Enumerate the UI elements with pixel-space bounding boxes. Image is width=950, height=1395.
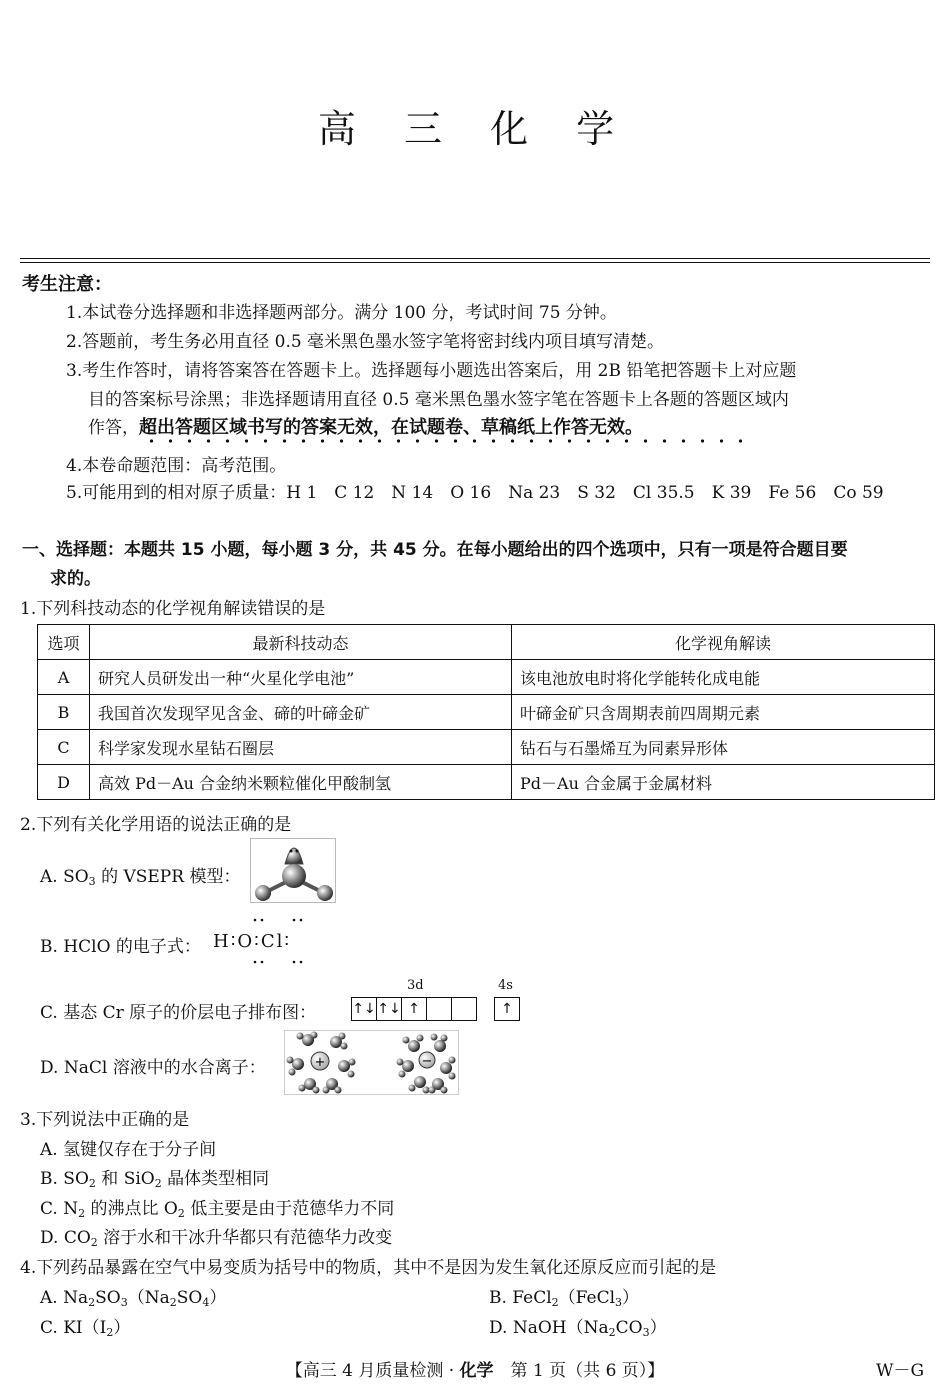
- emphasis-dots: [142, 438, 742, 444]
- option-text: 和 SiO: [95, 1169, 155, 1189]
- table-row: [38, 730, 935, 765]
- option-3b: [40, 1164, 269, 1190]
- table-cell: 叶碲金矿只含周期表前四周期元素: [512, 695, 935, 730]
- table-header: 选项: [38, 625, 90, 660]
- table-cell: 该电池放电时将化学能转化成电能: [512, 660, 935, 695]
- notice-item: 2.答题前，考生务必用直径 0.5 毫米黑色墨水签字笔将密封线内项目填写清楚。: [66, 332, 665, 352]
- table-header: 化学视角解读: [512, 625, 935, 660]
- subscript: 2: [78, 1207, 86, 1220]
- option-text: 的沸点比 O: [85, 1199, 178, 1219]
- question-1-stem: 1.下列科技动态的化学视角解读错误的是: [20, 599, 326, 619]
- divider-line: [20, 258, 930, 259]
- option-4b: [489, 1283, 639, 1309]
- footer-subject: 化学: [459, 1361, 494, 1381]
- hydrated-ions-image: [284, 1030, 460, 1096]
- subscript: 2: [88, 1177, 96, 1190]
- notice-emphasis: 超出答题区域书写的答案无效，在试题卷、草稿纸上作答无效。: [139, 417, 643, 438]
- section-heading: 一、选择题：本题共 15 小题，每小题 3 分，共 45 分。在每小题给出的四个选项中，只有一项是符合题目要: [22, 540, 848, 560]
- label-3d: 3d: [407, 978, 424, 993]
- subscript: 3: [642, 1326, 650, 1339]
- option-text: SO: [176, 1288, 203, 1308]
- svg-text:−: −: [421, 1054, 433, 1069]
- orbital-box: ↑↓: [376, 997, 402, 1021]
- notice-text: 作答，: [88, 418, 139, 438]
- table-cell: D: [38, 765, 90, 800]
- table-cell: 高效 Pd－Au 合金纳米颗粒催化甲酸制氢: [90, 765, 512, 800]
- table-cell: 我国首次发现罕见含金、碲的叶碲金矿: [90, 695, 512, 730]
- electron-formula: H∶O∶Cl∶: [213, 931, 292, 952]
- notice-item: 3.考生作答时，请将答案答在答题卡上。选择题每小题选出答案后，用 2B 铅笔把答题卡上对应题: [66, 361, 797, 381]
- page-title: 高 三 化 学: [317, 107, 633, 151]
- label-4s: 4s: [498, 978, 513, 993]
- option-text: B. FeCl: [489, 1288, 552, 1308]
- option-text: （Na: [127, 1288, 170, 1308]
- question-4-stem: 4.下列药品暴露在空气中易变质为括号中的物质，其中不是因为发生氧化还原反应而引起的是: [20, 1258, 717, 1278]
- subscript: 3: [88, 875, 96, 888]
- option-text: SO: [95, 1288, 121, 1308]
- subscript: 2: [551, 1296, 559, 1309]
- subscript: 2: [169, 1296, 177, 1309]
- notice-item: 4.本卷命题范围：高考范围。: [66, 456, 287, 476]
- option-text: C. KI（I: [40, 1318, 107, 1338]
- table-header: 最新科技动态: [90, 625, 512, 660]
- option-text: 溶于水和干冰升华都只有范德华力改变: [97, 1228, 393, 1248]
- page-footer: [0, 1356, 950, 1381]
- footer-page-number: 第 1 页（共 6 页）】: [493, 1361, 665, 1381]
- option-2d: D. NaCl 溶液中的水合离子：: [40, 1058, 266, 1078]
- orbital-box: ↑: [494, 997, 520, 1021]
- option-2b: B. HClO 的电子式：: [40, 937, 201, 957]
- subscript: 2: [608, 1326, 616, 1339]
- table-cell: 研究人员研发出一种“火星化学电池”: [90, 660, 512, 695]
- subscript: 2: [177, 1207, 185, 1220]
- notice-item: 1.本试卷分选择题和非选择题两部分。满分 100 分，考试时间 75 分钟。: [66, 303, 617, 323]
- footer-text: 【高三 4 月质量检测 ·: [285, 1361, 460, 1381]
- subscript: 3: [120, 1296, 128, 1309]
- table-row: [38, 695, 935, 730]
- option-2c: C. 基态 Cr 原子的价层电子排布图：: [40, 1003, 317, 1023]
- option-text: CO: [615, 1318, 643, 1338]
- option-3a: A. 氢键仅存在于分子间: [40, 1140, 217, 1160]
- option-text: D. CO: [40, 1228, 91, 1248]
- option-text: ）: [622, 1288, 640, 1308]
- orbital-box: [451, 997, 477, 1021]
- option-text: ）: [649, 1318, 667, 1338]
- footer-code: W－G: [876, 1361, 925, 1381]
- question-1-table: [37, 624, 935, 800]
- notice-item: [88, 413, 643, 439]
- vsepr-model-image: [250, 838, 338, 904]
- table-cell: 科学家发现水星钻石圈层: [90, 730, 512, 765]
- section-heading-cont: 求的。: [50, 569, 101, 589]
- notice-item: 目的答案标号涂黑；非选择题请用直径 0.5 毫米黑色墨水签字笔在答题卡上各题的答题区域内: [88, 390, 789, 410]
- question-2-stem: 2.下列有关化学用语的说法正确的是: [20, 815, 292, 835]
- divider-line: [20, 262, 930, 263]
- option-text: C. N: [40, 1199, 79, 1219]
- table-cell: 钻石与石墨烯互为同素异形体: [512, 730, 935, 765]
- orbital-box: [426, 997, 452, 1021]
- orbital-box: ↑↓: [351, 997, 377, 1021]
- subscript: 2: [90, 1236, 98, 1249]
- question-3-stem: 3.下列说法中正确的是: [20, 1110, 190, 1130]
- option-text: ）: [209, 1288, 227, 1308]
- option-text: D. NaOH（Na: [489, 1318, 609, 1338]
- option-text: （FeCl: [558, 1288, 616, 1308]
- option-text: A. SO: [40, 867, 89, 887]
- table-row: [38, 660, 935, 695]
- option-text: 的 VSEPR 模型：: [95, 867, 241, 887]
- table-cell: Pd－Au 合金属于金属材料: [512, 765, 935, 800]
- table-cell: A: [38, 660, 90, 695]
- option-4d: [489, 1313, 667, 1339]
- table-cell: C: [38, 730, 90, 765]
- table-row: [38, 765, 935, 800]
- orbital-box: ↑: [401, 997, 427, 1021]
- subscript: 2: [154, 1177, 162, 1190]
- option-text: A. Na: [40, 1288, 89, 1308]
- table-header-row: [38, 625, 935, 660]
- notice-item: 5.可能用到的相对原子质量：H 1 C 12 N 14 O 16 Na 23 S 32 Cl 35.5 K 39 Fe 56 Co 59: [66, 483, 884, 503]
- option-text: 低主要是由于范德华力不同: [184, 1199, 395, 1219]
- option-text: ）: [113, 1318, 131, 1338]
- lone-pair-dots: [250, 916, 330, 966]
- option-2a: [40, 862, 240, 888]
- option-3c: [40, 1194, 394, 1220]
- option-4a: [40, 1283, 226, 1309]
- option-text: 晶体类型相同: [161, 1169, 270, 1189]
- subscript: 2: [106, 1326, 114, 1339]
- notice-heading: 考生注意：: [22, 274, 112, 295]
- option-4c: [40, 1313, 130, 1339]
- svg-text:+: +: [314, 1055, 326, 1070]
- subscript: 4: [202, 1296, 210, 1309]
- subscript: 3: [615, 1296, 623, 1309]
- option-text: B. SO: [40, 1169, 89, 1189]
- subscript: 2: [88, 1296, 96, 1309]
- option-3d: [40, 1223, 392, 1249]
- table-cell: B: [38, 695, 90, 730]
